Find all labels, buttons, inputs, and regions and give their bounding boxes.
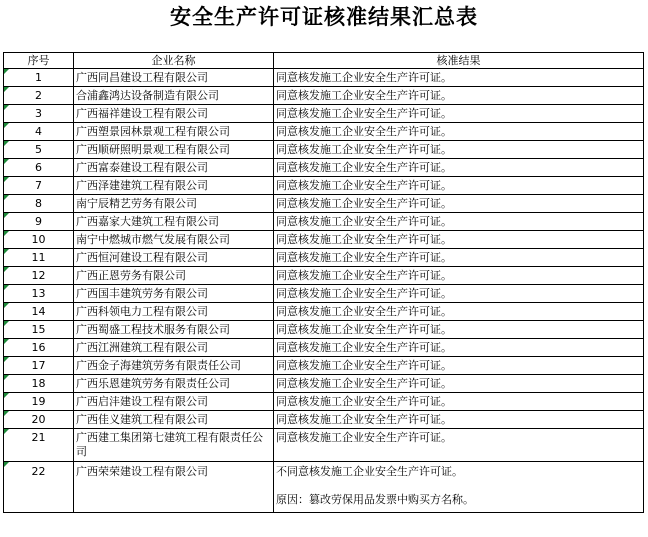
seq-text: 21 [31,431,46,444]
result-text: 同意核发施工企业安全生产许可证。 [276,197,452,210]
table-row [4,267,644,285]
header-row [4,53,644,69]
cell-seq[interactable] [4,123,74,141]
result-text: 同意核发施工企业安全生产许可证。 [276,89,452,102]
cell-seq[interactable] [4,375,74,393]
seq-text: 9 [35,215,42,228]
cell-seq[interactable] [4,321,74,339]
seq-text: 11 [31,251,46,264]
cell-marker-icon [4,462,9,467]
cell-company-name[interactable]: 广西建工集团第七建筑工程有限责任公司 [74,429,274,462]
cell-company-name[interactable]: 合浦鑫鸿达设备制造有限公司 [74,87,274,105]
cell-company-name[interactable]: 南宁中燃城市燃气发展有限公司 [74,231,274,249]
seq-text: 14 [31,305,46,318]
cell-marker-icon [4,393,9,398]
cell-seq[interactable] [4,159,74,177]
header-result[interactable]: 核准结果 [274,53,644,69]
cell-seq[interactable] [4,105,74,123]
seq-text: 7 [35,179,42,192]
result-text: 同意核发施工企业安全生产许可证。 [276,269,452,282]
result-text: 同意核发施工企业安全生产许可证。 [276,359,452,372]
cell-result[interactable] [274,87,644,105]
cell-result[interactable] [274,429,644,462]
cell-marker-icon [4,141,9,146]
cell-result[interactable] [274,69,644,87]
seq-text: 13 [31,287,46,300]
cell-marker-icon [4,375,9,380]
cell-marker-icon [4,339,9,344]
cell-result[interactable] [274,213,644,231]
seq-text: 1 [35,71,42,84]
cell-company-name[interactable]: 广西蜀盛工程技术服务有限公司 [74,321,274,339]
cell-result[interactable] [274,393,644,411]
cell-marker-icon [4,87,9,92]
cell-result[interactable] [274,375,644,393]
cell-result[interactable] [274,159,644,177]
seq-text: 5 [35,143,42,156]
result-text: 同意核发施工企业安全生产许可证。 [276,251,452,264]
cell-marker-icon [4,69,9,74]
cell-marker-icon [4,105,9,110]
table-row [4,231,644,249]
result-text: 同意核发施工企业安全生产许可证。 [276,287,452,300]
table-row [4,303,644,321]
cell-seq[interactable] [4,267,74,285]
result-text: 同意核发施工企业安全生产许可证。 [276,233,452,246]
seq-text: 10 [31,233,46,246]
seq-text: 12 [31,269,46,282]
header-company-name[interactable]: 企业名称 [74,53,274,69]
cell-seq[interactable] [4,462,74,513]
table-row [4,321,644,339]
seq-text: 4 [35,125,42,138]
result-text: 同意核发施工企业安全生产许可证。 [276,125,452,138]
result-text: 同意核发施工企业安全生产许可证。 [276,377,452,390]
seq-text: 17 [31,359,46,372]
cell-marker-icon [4,249,9,254]
result-text: 同意核发施工企业安全生产许可证。 [276,179,452,192]
cell-seq[interactable] [4,141,74,159]
cell-seq[interactable] [4,69,74,87]
result-text: 同意核发施工企业安全生产许可证。 [276,143,452,156]
cell-company-name[interactable]: 广西国丰建筑劳务有限公司 [74,285,274,303]
cell-company-name[interactable]: 广西荣荣建设工程有限公司 [74,462,274,513]
cell-result[interactable] [274,357,644,375]
cell-company-name[interactable]: 广西恒河建设工程有限公司 [74,249,274,267]
cell-result[interactable] [274,249,644,267]
cell-company-name[interactable]: 广西同昌建设工程有限公司 [74,69,274,87]
cell-result[interactable] [274,411,644,429]
cell-seq[interactable] [4,213,74,231]
table-row [4,393,644,411]
result-text: 不同意核发施工企业安全生产许可证。 [276,465,463,478]
cell-company-name[interactable]: 广西福祥建设工程有限公司 [74,105,274,123]
result-text: 同意核发施工企业安全生产许可证。 [276,413,452,426]
cell-seq[interactable] [4,429,74,462]
cell-marker-icon [4,213,9,218]
cell-company-name[interactable]: 广西塑景园林景观工程有限公司 [74,123,274,141]
seq-text: 15 [31,323,46,336]
cell-company-name[interactable]: 广西启沣建设工程有限公司 [74,393,274,411]
table-row [4,141,644,159]
cell-company-name[interactable]: 广西佳义建筑工程有限公司 [74,411,274,429]
seq-text: 16 [31,341,46,354]
result-text: 同意核发施工企业安全生产许可证。 [276,341,452,354]
cell-seq[interactable] [4,411,74,429]
seq-text: 2 [35,89,42,102]
cell-result[interactable] [274,195,644,213]
cell-seq[interactable] [4,87,74,105]
cell-seq[interactable] [4,177,74,195]
table-row [4,429,644,462]
page-title: 安全生产许可证核准结果汇总表 [170,4,478,29]
cell-seq[interactable] [4,231,74,249]
cell-marker-icon [4,303,9,308]
result-text: 同意核发施工企业安全生产许可证。 [276,323,452,336]
table-row [4,462,644,513]
cell-result[interactable] [274,321,644,339]
table-row [4,339,644,357]
cell-result[interactable] [274,123,644,141]
result-text: 同意核发施工企业安全生产许可证。 [276,215,452,228]
seq-text: 8 [35,197,42,210]
cell-marker-icon [4,285,9,290]
cell-company-name[interactable]: 广西顺研照明景观工程有限公司 [74,141,274,159]
cell-seq[interactable] [4,195,74,213]
table-row [4,177,644,195]
table-row [4,285,644,303]
result-text: 同意核发施工企业安全生产许可证。 [276,395,452,408]
table-row [4,213,644,231]
cell-company-name[interactable]: 广西江洲建筑工程有限公司 [74,339,274,357]
table-row [4,411,644,429]
cell-seq[interactable] [4,393,74,411]
cell-result[interactable] [274,303,644,321]
cell-marker-icon [4,159,9,164]
cell-marker-icon [4,357,9,362]
header-seq[interactable]: 序号 [4,53,74,69]
cell-result[interactable] [274,231,644,249]
cell-result[interactable] [274,285,644,303]
seq-text: 6 [35,161,42,174]
result-text: 同意核发施工企业安全生产许可证。 [276,71,452,84]
result-text: 同意核发施工企业安全生产许可证。 [276,431,452,444]
cell-result[interactable] [274,339,644,357]
cell-company-name[interactable]: 广西乐恩建筑劳务有限责任公司 [74,375,274,393]
cell-marker-icon [4,429,9,434]
cell-result[interactable] [274,267,644,285]
cell-marker-icon [4,411,9,416]
cell-company-name[interactable]: 广西金子海建筑劳务有限责任公司 [74,357,274,375]
table-row [4,69,644,87]
table-row [4,375,644,393]
cell-seq[interactable] [4,285,74,303]
table-row [4,87,644,105]
cell-marker-icon [4,321,9,326]
cell-result[interactable] [274,141,644,159]
cell-result[interactable] [274,177,644,195]
result-text: 同意核发施工企业安全生产许可证。 [276,161,452,174]
cell-result[interactable] [274,105,644,123]
table-row [4,357,644,375]
seq-text: 19 [31,395,46,408]
cell-company-name[interactable]: 广西科领电力工程有限公司 [74,303,274,321]
result-table [3,52,644,513]
cell-marker-icon [4,267,9,272]
cell-seq[interactable] [4,357,74,375]
table-row [4,123,644,141]
cell-marker-icon [4,231,9,236]
cell-company-name[interactable]: 广西嘉家大建筑工程有限公司 [74,213,274,231]
table-row [4,249,644,267]
seq-text: 18 [31,377,46,390]
cell-marker-icon [4,177,9,182]
table-body [4,69,644,513]
cell-seq[interactable] [4,303,74,321]
cell-result[interactable] [274,462,644,513]
cell-company-name[interactable]: 广西正恩劳务有限公司 [74,267,274,285]
cell-marker-icon [4,123,9,128]
result-text: 同意核发施工企业安全生产许可证。 [276,305,452,318]
seq-text: 22 [31,465,46,478]
seq-text: 3 [35,107,42,120]
result-note: 原因：篡改劳保用品发票中购买方名称。 [276,493,474,506]
table-row [4,105,644,123]
cell-marker-icon [4,195,9,200]
table-row [4,195,644,213]
seq-text: 20 [31,413,46,426]
cell-company-name[interactable]: 广西泽建建筑工程有限公司 [74,177,274,195]
cell-seq[interactable] [4,249,74,267]
cell-seq[interactable] [4,339,74,357]
cell-company-name[interactable]: 南宁辰精艺劳务有限公司 [74,195,274,213]
result-text: 同意核发施工企业安全生产许可证。 [276,107,452,120]
cell-company-name[interactable]: 广西富泰建设工程有限公司 [74,159,274,177]
table-row [4,159,644,177]
